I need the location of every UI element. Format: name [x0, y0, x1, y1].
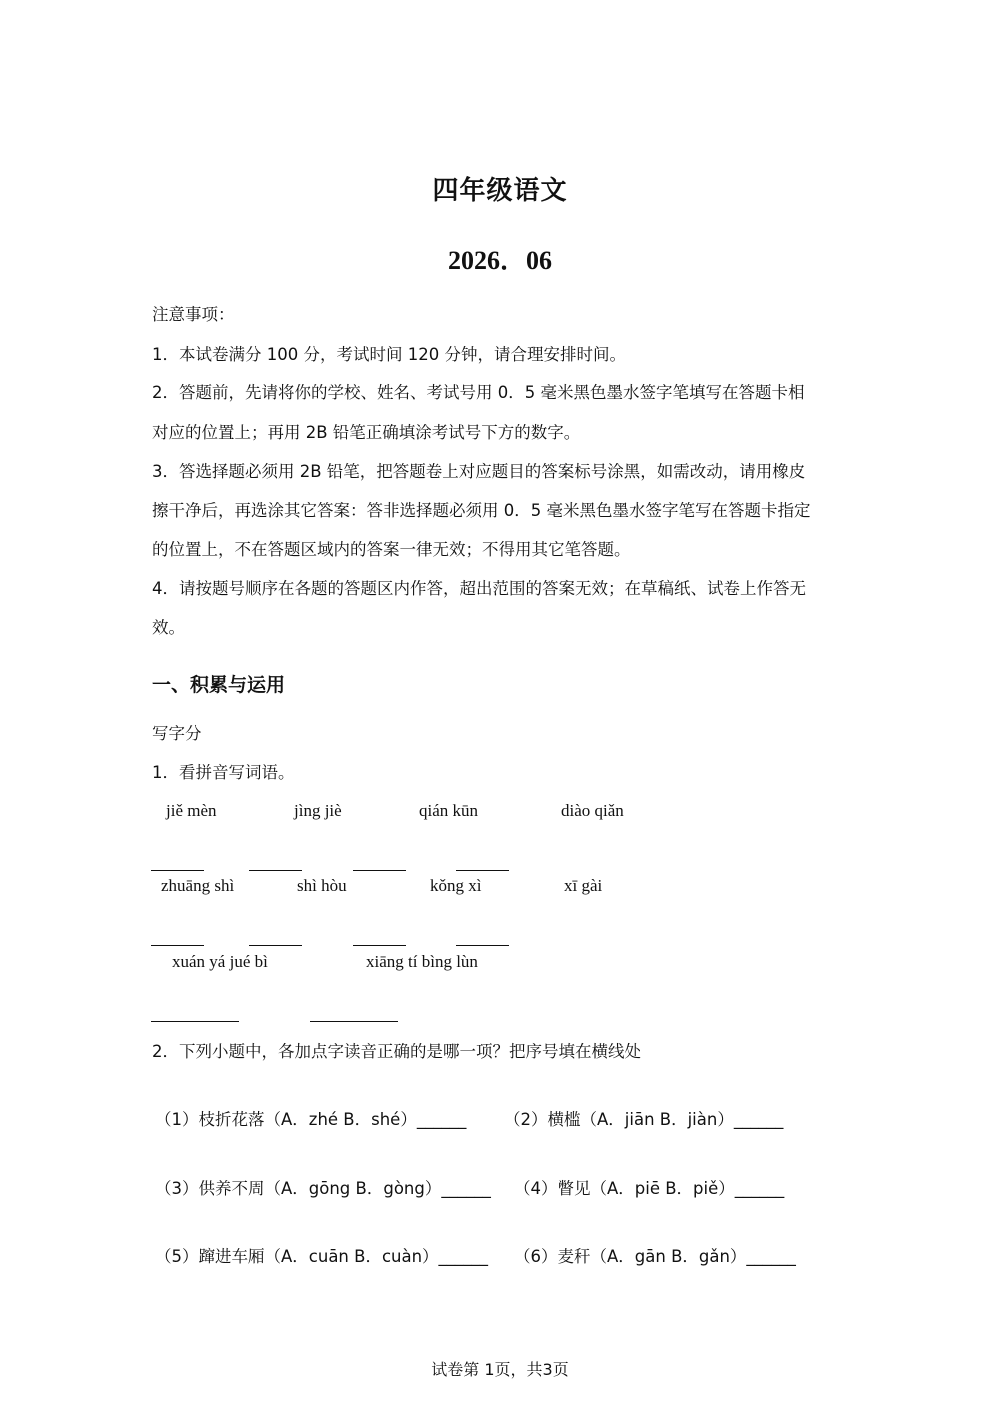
- answer-blank[interactable]: [353, 931, 406, 950]
- choice-item: （4）瞥见（A．piē B．piě）______: [514, 1179, 785, 1198]
- notice-line: 4．请按题号顺序在各题的答题区内作答，超出范围的答案无效；在草稿纸、试卷上作答无: [152, 579, 806, 598]
- choice-item: （6）麦秆（A．gān B．gǎn）______: [514, 1247, 796, 1266]
- question-1-prompt: 1．看拼音写词语。: [152, 763, 295, 782]
- notice-line: 的位置上，不在答题区域内的答案一律无效；不得用其它笔答题。: [152, 540, 631, 559]
- answer-blank[interactable]: [151, 856, 204, 875]
- pinyin-label: kǒng xì: [430, 876, 482, 895]
- pinyin-label: qián kūn: [419, 801, 479, 820]
- answer-blank[interactable]: [310, 1007, 398, 1026]
- choice-item: （5）蹿进车厢（A．cuān B．cuàn）______: [155, 1247, 489, 1266]
- notice-line: 效。: [152, 618, 185, 637]
- choice-item: （3）供养不周（A．gōng B．gòng）______: [155, 1179, 491, 1198]
- pinyin-label: shì hòu: [297, 876, 347, 895]
- answer-blank[interactable]: [151, 1007, 239, 1026]
- pinyin-label: xiāng tí bìng lùn: [366, 952, 478, 971]
- notice-line: 2．答题前，先请将你的学校、姓名、考试号用 0．5 毫米黑色墨水签字笔填写在答题卡相: [152, 383, 805, 402]
- answer-blank[interactable]: [249, 856, 302, 875]
- answer-blank[interactable]: [353, 856, 406, 875]
- pinyin-label: diào qiǎn: [561, 801, 624, 820]
- choice-item: （2）横槛（A．jiān B．jiàn）______: [504, 1110, 784, 1129]
- question-2-prompt: 2．下列小题中，各加点字读音正确的是哪一项？把序号填在横线处: [152, 1042, 641, 1061]
- answer-blank[interactable]: [151, 931, 204, 950]
- notice-line: 对应的位置上；再用 2B 铅笔正确填涂考试号下方的数字。: [152, 423, 581, 442]
- choice-item: （1）枝折花落（A．zhé B．shé）______: [155, 1110, 467, 1129]
- notice-line: 3．答选择题必须用 2B 铅笔，把答题卷上对应题目的答案标号涂黑，如需改动，请用橡皮: [152, 462, 806, 481]
- exam-date: 2026．06: [447, 246, 552, 275]
- answer-blank[interactable]: [249, 931, 302, 950]
- pinyin-label: xuán yá jué bì: [172, 952, 268, 971]
- answer-blank[interactable]: [456, 856, 509, 875]
- section-subheading: 写字分: [152, 724, 202, 743]
- notice-heading: 注意事项：: [152, 305, 235, 324]
- section-heading: 一、积累与运用: [152, 674, 286, 696]
- page-title: 四年级语文: [432, 176, 568, 206]
- pinyin-label: jìng jiè: [294, 801, 342, 820]
- page-footer: 试卷第 1页，共3页: [431, 1360, 569, 1379]
- notice-line: 1．本试卷满分 100 分，考试时间 120 分钟，请合理安排时间。: [152, 345, 626, 364]
- pinyin-label: jiě mèn: [166, 801, 217, 820]
- pinyin-label: zhuāng shì: [161, 876, 235, 895]
- notice-line: 擦干净后，再选涂其它答案：答非选择题必须用 0．5 毫米黑色墨水签字笔写在答题卡指定: [152, 501, 811, 520]
- pinyin-label: xī gài: [564, 876, 603, 895]
- answer-blank[interactable]: [456, 931, 509, 950]
